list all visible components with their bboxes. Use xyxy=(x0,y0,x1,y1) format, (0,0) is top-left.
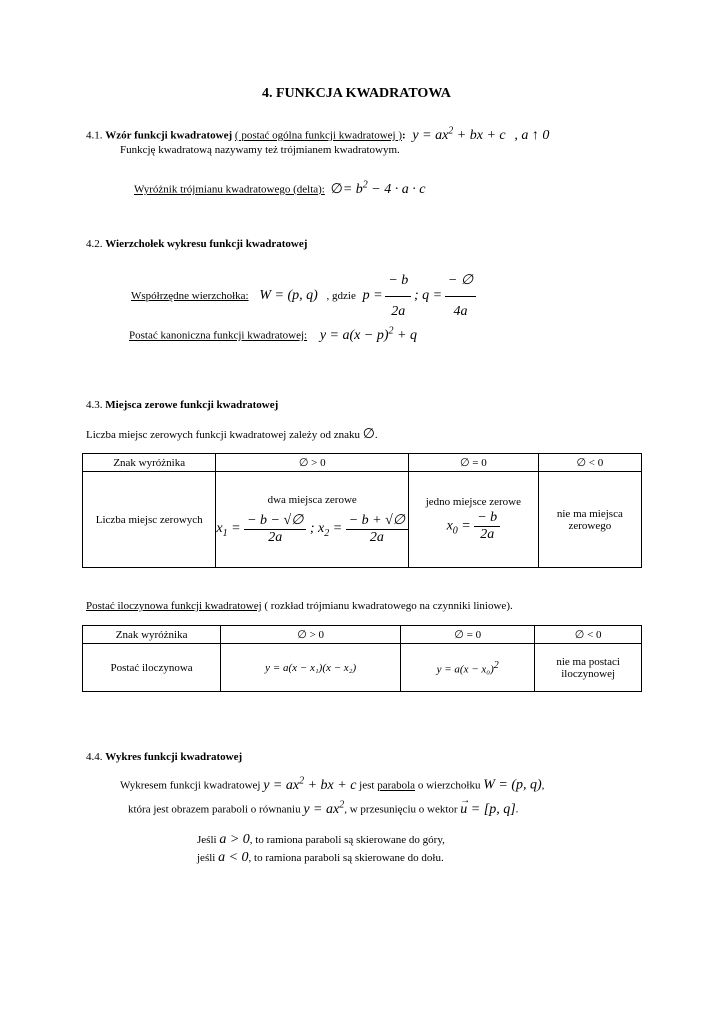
cell-text: dwa miejsca zerowe xyxy=(267,493,357,506)
formula-part: = b xyxy=(342,181,363,197)
canonical-line xyxy=(129,324,417,343)
condition: a > 0 xyxy=(219,832,250,847)
header-cell: ∅ = 0 xyxy=(409,454,539,472)
graph-line-2 xyxy=(128,796,518,819)
period: . xyxy=(374,429,378,441)
cell-text: nie ma miejsca xyxy=(556,507,623,520)
delta-formula xyxy=(330,179,426,197)
table-header-row xyxy=(83,454,642,472)
header-cell: ∅ < 0 xyxy=(535,626,642,644)
subscript: 2 xyxy=(324,527,330,539)
header-cell: ∅ < 0 xyxy=(538,454,641,472)
colon: : xyxy=(402,129,406,142)
header-cell: Znak wyróżnika xyxy=(83,454,216,472)
text: , to ramiona paraboli są skierowane do góry, xyxy=(249,834,445,846)
no-zeros-cell xyxy=(538,472,641,568)
delta-symbol: ∅ xyxy=(330,181,343,197)
exponent: 2 xyxy=(448,125,454,136)
header-cell: Znak wyróżnika xyxy=(83,626,221,644)
formula-part: + bx + c xyxy=(456,127,506,143)
formula-part: + bx + c xyxy=(307,777,357,793)
condition: a < 0 xyxy=(218,850,249,865)
section-4-2-heading xyxy=(86,237,307,251)
trinomial-note: Funkcję kwadratową nazywamy też trójmianem kwadratowym. xyxy=(120,144,400,156)
cell-text: iloczynowej xyxy=(561,667,616,680)
exponent: 2 xyxy=(388,325,394,336)
vertex-formula: W = (p, q) xyxy=(259,288,318,304)
x1-fraction xyxy=(244,512,306,546)
text: jeśli xyxy=(197,852,216,864)
arms-line-2 xyxy=(197,849,444,867)
general-formula xyxy=(412,125,506,143)
two-zeros-formula xyxy=(216,512,408,546)
header-cell: ∅ = 0 xyxy=(401,626,535,644)
text: Wykresem funkcji kwadratowej xyxy=(120,779,261,792)
product-form-line xyxy=(86,599,513,613)
exponent: 2 xyxy=(493,659,499,671)
one-zero-cell xyxy=(409,472,539,568)
header-cell: ∅ > 0 xyxy=(216,454,409,472)
equals: = xyxy=(231,520,241,536)
text: , to ramiona paraboli są skierowane do dołu. xyxy=(248,852,444,864)
formula-part: + q xyxy=(397,327,417,343)
canonical-formula xyxy=(319,325,417,343)
separator: ; x xyxy=(309,520,325,536)
vector-arrow-icon: → xyxy=(460,794,471,806)
equals: = xyxy=(332,520,343,536)
no-product-form-cell xyxy=(535,644,642,692)
row-label: Postać iloczynowa xyxy=(83,644,221,692)
section-4-1-heading xyxy=(86,124,549,143)
delta-label: Wyróżnik trójmianu kwadratowego (delta): xyxy=(134,183,325,196)
delta-line xyxy=(134,178,425,197)
denominator: 2a xyxy=(480,527,495,542)
base-parabola-formula xyxy=(303,799,345,817)
section-title: Wzór funkcji kwadratowej xyxy=(105,129,233,142)
vertex-label: Współrzędne wierzchołka: xyxy=(131,290,249,303)
equals: = xyxy=(461,518,471,534)
denominator: 2a xyxy=(268,529,283,545)
delta-symbol: ∅ xyxy=(362,427,375,442)
formula-part: − 4 · a · c xyxy=(371,181,426,197)
vector-symbol xyxy=(460,794,471,819)
vector-formula xyxy=(460,794,516,817)
table-header-row xyxy=(83,626,642,644)
denominator: 2a xyxy=(391,304,406,319)
denominator: 2a xyxy=(369,529,384,545)
product-form-table xyxy=(82,625,642,692)
cell-text: nie ma postaci xyxy=(556,655,620,668)
section-title: Wierzchołek wykresu funkcji kwadratowej xyxy=(105,238,308,250)
formula-part: y = ax xyxy=(263,777,300,793)
x0-fraction xyxy=(474,510,500,543)
formula-part: y = a(x − x₀) xyxy=(436,663,494,676)
parabola-term: parabola xyxy=(377,779,416,792)
section-number: 4.3. xyxy=(86,399,103,411)
product-form-note: ( rozkład trójmianu kwadratowego na czynniki liniowe). xyxy=(264,600,513,612)
exponent: 2 xyxy=(299,775,305,786)
page-title: 4. FUNKCJA KWADRATOWA xyxy=(262,86,451,101)
q-lhs: ; q = xyxy=(414,288,443,304)
numerator: − ∅ xyxy=(445,266,476,297)
x2-fraction xyxy=(346,512,408,546)
zeros-intro xyxy=(86,428,378,442)
numerator: − b − √∅ xyxy=(244,512,306,530)
general-formula xyxy=(263,775,357,793)
section-title: Miejsca zerowe funkcji kwadratowej xyxy=(105,399,279,411)
vector-value: = [p, q] xyxy=(470,801,516,817)
comma: , xyxy=(541,779,545,792)
section-4-3-heading xyxy=(86,398,278,412)
two-zeros-cell xyxy=(216,472,409,568)
section-subtitle: ( postać ogólna funkcji kwadratowej ) xyxy=(234,129,402,142)
exponent: 2 xyxy=(362,179,368,190)
vertex-line xyxy=(131,266,476,327)
intro-text: Liczba miejsc zerowych funkcji kwadratowej zależy od znaku xyxy=(86,429,360,441)
variable: x xyxy=(216,520,223,536)
product-form-one-zero xyxy=(401,644,535,692)
vector-name: u xyxy=(460,801,468,817)
table-row xyxy=(83,472,642,568)
exponent: 2 xyxy=(339,799,345,810)
formula-part: y = a(x − p) xyxy=(319,327,389,343)
zeros-table xyxy=(82,453,642,568)
formula-part: y = ax xyxy=(303,801,340,817)
section-number: 4.4. xyxy=(86,751,103,763)
gdzie-text: , gdzie xyxy=(326,290,356,303)
denominator: 4a xyxy=(453,304,468,319)
vertex-formula: W = (p, q) xyxy=(483,777,542,793)
subscript: 1 xyxy=(222,527,228,539)
row-label: Liczba miejsc zerowych xyxy=(83,472,216,568)
one-zero-formula xyxy=(409,510,538,543)
numerator: − b + √∅ xyxy=(346,512,408,530)
text: Jeśli xyxy=(197,834,217,846)
cell-text: jedno miejsce zerowe xyxy=(425,496,522,508)
canonical-label: Postać kanoniczna funkcji kwadratowej: xyxy=(129,329,308,342)
arms-line-1 xyxy=(197,831,445,849)
variable: x xyxy=(446,518,453,534)
a-condition: , a ↑ 0 xyxy=(514,127,550,143)
graph-line-1 xyxy=(120,772,544,795)
text: o wierzchołku xyxy=(417,779,481,792)
cell-text: zerowego xyxy=(568,519,612,532)
header-cell: ∅ > 0 xyxy=(221,626,401,644)
text: która jest obrazem paraboli o równaniu xyxy=(128,803,301,816)
product-form-label: Postać iloczynowa funkcji kwadratowej xyxy=(86,600,262,612)
product-form-two-zeros: y = a(x − x₁)(x − x₂) xyxy=(221,644,401,692)
subscript: 0 xyxy=(452,525,458,537)
p-fraction xyxy=(385,266,411,327)
q-fraction xyxy=(445,266,476,327)
table-row xyxy=(83,644,642,692)
numerator: − b xyxy=(385,266,411,297)
text: jest xyxy=(359,779,375,792)
formula-part: y = ax xyxy=(412,127,449,143)
p-lhs: p = xyxy=(362,288,383,304)
section-4-4-heading xyxy=(86,750,242,764)
period: . xyxy=(515,803,519,816)
text: , w przesunięciu o wektor xyxy=(344,803,458,816)
section-title: Wykres funkcji kwadratowej xyxy=(105,751,243,763)
section-number: 4.1. xyxy=(86,129,103,142)
numerator: − b xyxy=(474,510,500,527)
section-number: 4.2. xyxy=(86,238,103,250)
